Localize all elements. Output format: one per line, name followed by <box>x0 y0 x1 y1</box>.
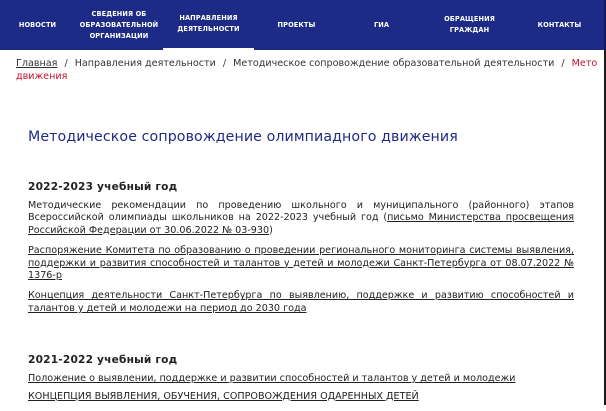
doc-order-monitoring-link[interactable]: Распоряжение Комитета по образованию о проведении регионального мониторинга системы выявления, поддержки и развития способностей и талантов у детей и молодежи Санкт-Петербурга от 08.07.2022 № 1376-р <box>28 245 574 282</box>
nav-item-organization-info[interactable]: СВЕДЕНИЯ ОБ ОБРАЗОВАТЕЛЬНОЙ ОРГАНИЗАЦИИ <box>79 9 159 40</box>
breadcrumb-current: Мето <box>571 58 598 69</box>
doc-concept-2030-link[interactable]: Концепция деятельности Санкт-Петербурга по выявлению, поддержке и развитию способностей и талантов у детей и молодежи на период до 2030 года <box>28 290 574 314</box>
year-heading-2022-2023: 2022-2023 учебный год <box>28 181 178 193</box>
breadcrumb-activities-link[interactable]: Направления деятельности <box>74 58 216 69</box>
top-navigation <box>0 0 606 50</box>
main-content <box>28 181 574 411</box>
nav-item-contacts[interactable]: КОНТАКТЫ <box>537 20 582 29</box>
breadcrumb-separator: / <box>222 58 227 69</box>
section-2021-2022 <box>28 354 574 403</box>
section-spacer <box>28 323 574 354</box>
doc-recommendations-tail: ) <box>269 224 273 236</box>
section-2022-2023 <box>28 181 574 315</box>
nav-item-activities[interactable]: НАПРАВЛЕНИЯ ДЕЯТЕЛЬНОСТИ <box>163 0 254 50</box>
doc-order-monitoring <box>28 245 574 282</box>
doc-regulation <box>28 373 574 385</box>
breadcrumb-current-continued: движения <box>16 70 68 82</box>
doc-concept-gifted-link[interactable]: КОНЦЕПЦИЯ ВЫЯВЛЕНИЯ, ОБУЧЕНИЯ, СОПРОВОЖДЕНИЯ ОДАРЕННЫХ ДЕТЕЙ <box>28 390 419 402</box>
breadcrumb-separator: / <box>561 58 565 69</box>
nav-item-news[interactable]: НОВОСТИ <box>18 20 57 29</box>
nav-item-appeals[interactable]: ОБРАЩЕНИЯ ГРАЖДАН <box>444 15 495 34</box>
doc-recommendations <box>28 200 574 237</box>
breadcrumb-home-link[interactable]: Главная <box>16 58 58 69</box>
doc-recommendations-text: Методические рекомендации по проведению школьного и муниципального (районного) этапов Всероссийской олимпиады школьников на 2022-2023 учебный год ( <box>28 200 574 224</box>
doc-concept-2030 <box>28 290 574 315</box>
year-heading-2021-2022: 2021-2022 учебный год <box>28 354 178 367</box>
nav-item-projects[interactable]: ПРОЕКТЫ <box>277 20 316 29</box>
doc-ministry-letter-link[interactable]: письмо Министерства просвещения Российской Федерации от 30.06.2022 № 03-930 <box>28 212 575 236</box>
doc-concept-gifted <box>28 391 574 403</box>
breadcrumb-separator: / <box>64 58 68 69</box>
breadcrumb-methodology-link[interactable]: Методическое сопровождение образовательной деятельности <box>233 58 555 69</box>
doc-regulation-link[interactable]: Положение о выявлении, поддержке и развитии способностей и талантов у детей и молодежи <box>28 373 516 385</box>
nav-item-gia[interactable]: ГИА <box>373 20 390 29</box>
page-title: Методическое сопровождение олимпиадного движения <box>28 129 458 145</box>
breadcrumb <box>16 58 604 83</box>
